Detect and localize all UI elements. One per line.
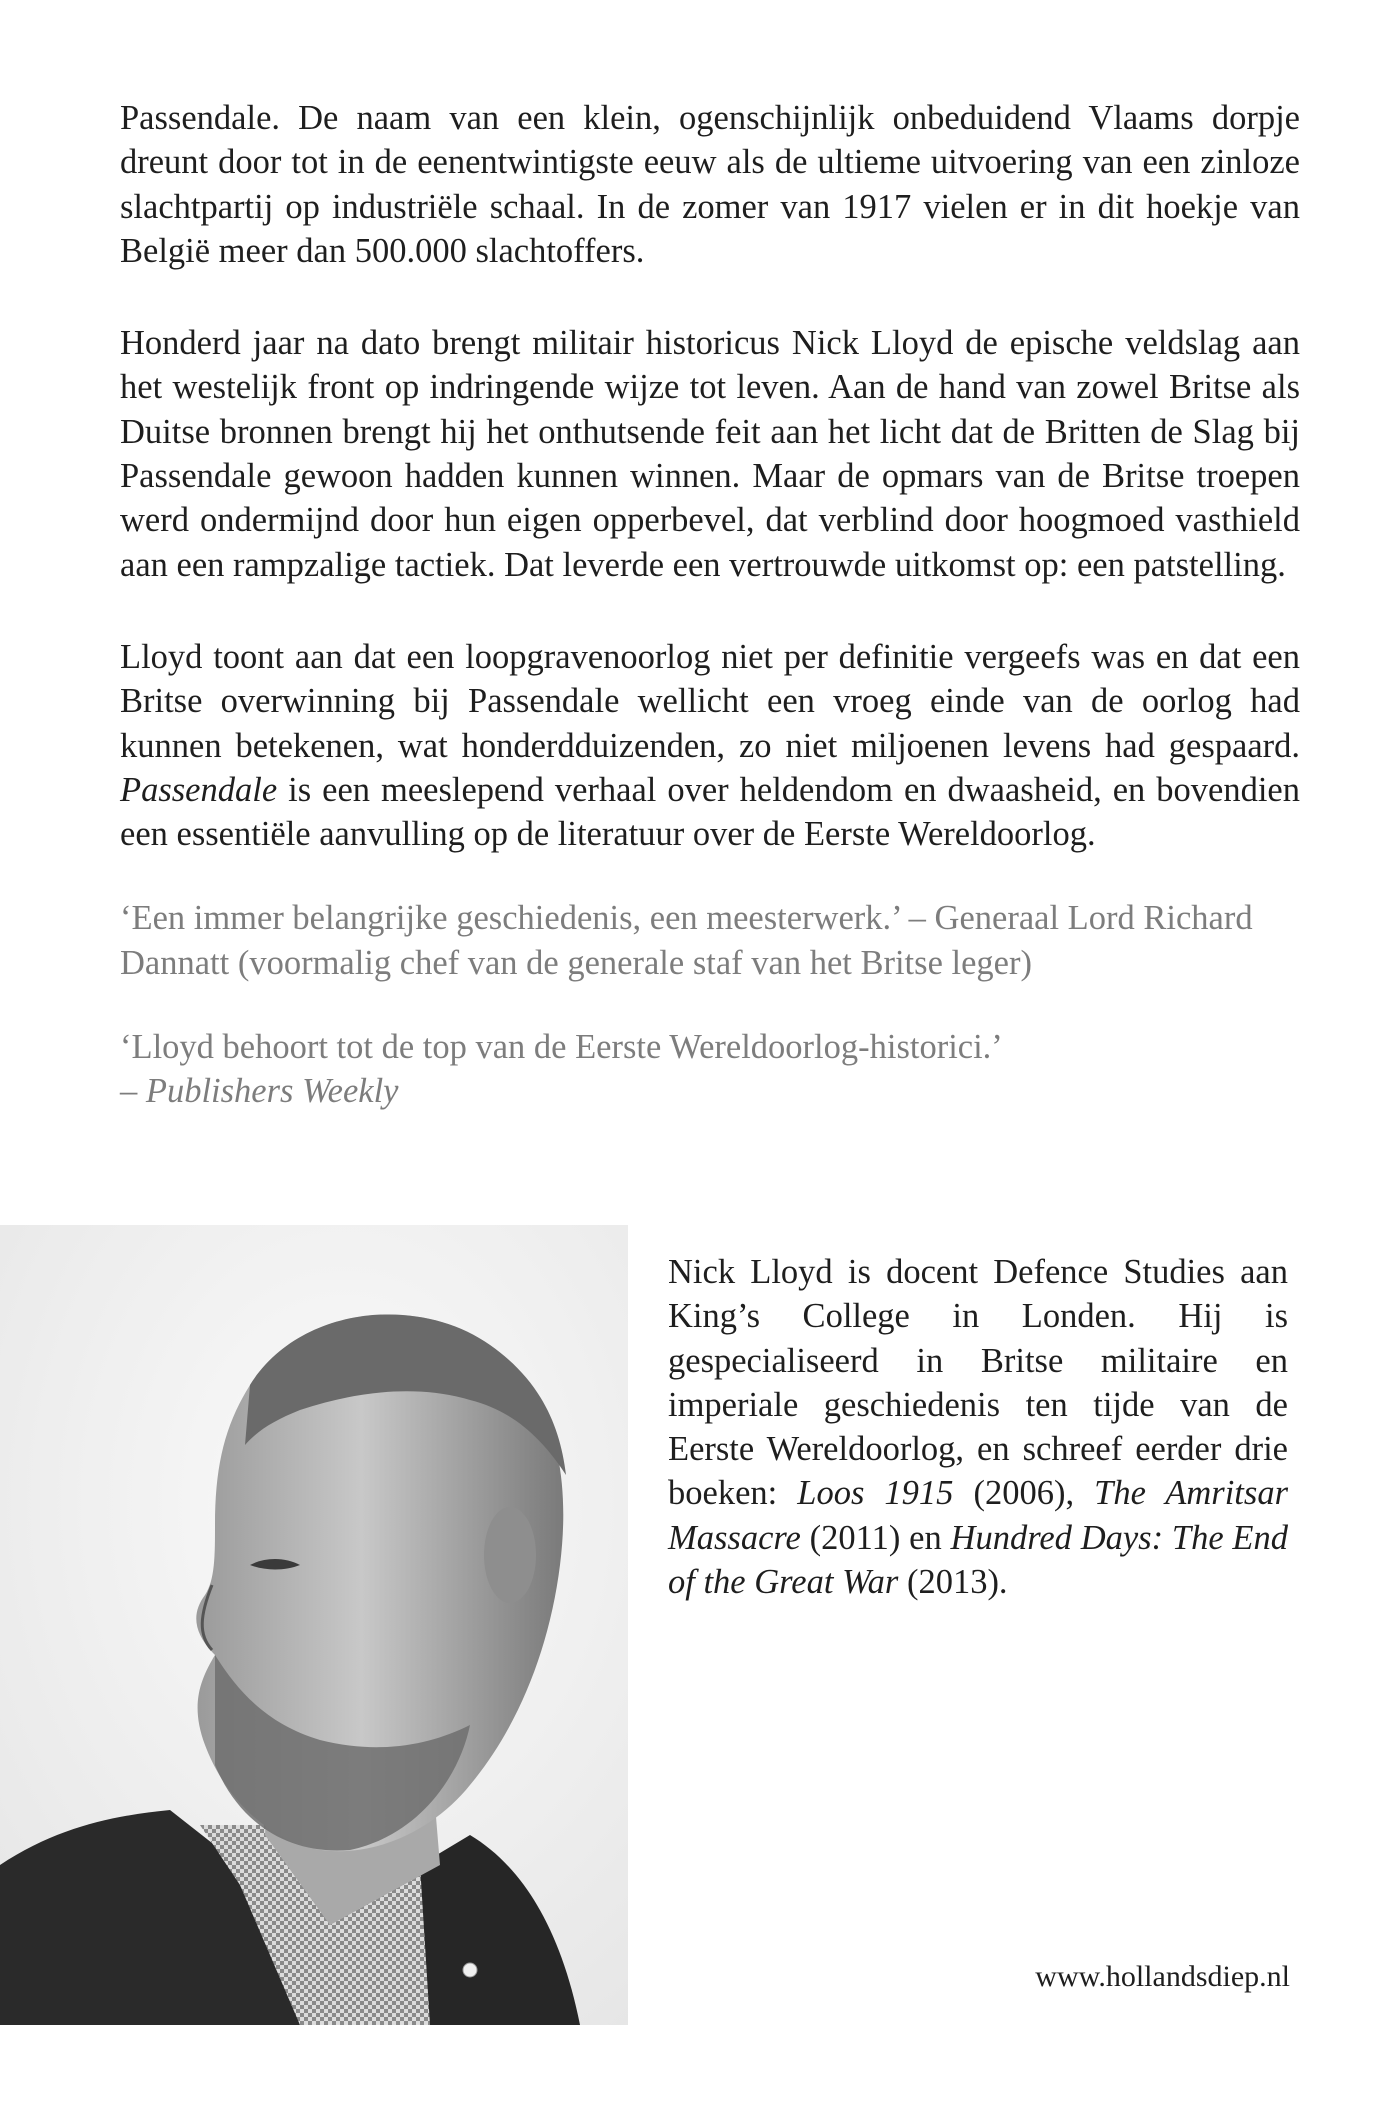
- bio-text: (2006),: [953, 1474, 1095, 1513]
- bio-text: Nick Lloyd is docent Defence Studies aan King’s College in Londen. Hij is gespecialiseerd in Britse militaire en imperiale geschiedenis ten tijde van de Eerste Wereldoorlog, en schreef eerder drie boeken:: [668, 1253, 1288, 1513]
- quote-text: ‘Lloyd behoort tot de top van de Eerste Wereldoorlog-historici.’: [120, 1028, 1003, 1067]
- book-title: The Amritsar Massacre: [668, 1474, 1288, 1557]
- review-quote-1: ‘Een immer belangrijke geschiedenis, een meesterwerk.’ – Generaal Lord Richard Dannatt (voormalig chef van de generale staf van het Britse leger): [120, 899, 1253, 982]
- book-title: Loos 1915: [797, 1474, 954, 1513]
- back-cover-text: [120, 96, 1300, 1154]
- intro-paragraph-2: Honderd jaar na dato brengt militair historicus Nick Lloyd de epische veldslag aan het westelijk front op indringende wijze tot leven. Aan de hand van zowel Britse als Duitse bronnen brengt hij het onthutsende feit aan het licht dat de Britten de Slag bij Passendale gewoon hadden kunnen winnen. Maar de opmars van de Britse troepen werd ondermijnd door hun eigen opperbevel, dat verblind door hoogmoed vasthield aan een rampzalige tactiek. Dat leverde een vertrouwde uitkomst op: een patstelling.: [120, 324, 1300, 584]
- quote-source: Publishers Weekly: [145, 1072, 399, 1111]
- book-title: Passendale: [120, 770, 278, 809]
- publisher-url: www.hollandsdiep.nl: [1035, 1960, 1290, 1993]
- review-quote-2: [120, 1025, 1300, 1114]
- author-bio-text: [668, 1250, 1288, 1604]
- author-bio: [668, 1250, 1288, 1604]
- paragraph-text: Lloyd toont aan dat een loopgravenoorlog niet per definitie vergeefs was en dat een Britse overwinning bij Passendale wellicht een vroeg einde van de oorlog had kunnen betekenen, wat honderdduizenden, zo niet miljoenen levens had gespaard.: [120, 637, 1300, 765]
- quote-dash: –: [120, 1072, 146, 1111]
- bio-text: (2011) en: [800, 1518, 951, 1557]
- bio-text: (2013).: [898, 1563, 1008, 1602]
- paragraph-text: is een meeslepend verhaal over heldendom en dwaasheid, en bovendien een essentiële aanvulling op de literatuur over de Eerste Wereldoorlog.: [120, 770, 1300, 854]
- book-title: Hundred Days: The End of the Great War: [668, 1518, 1289, 1602]
- intro-paragraph-3: [120, 635, 1300, 856]
- author-photo: [0, 1225, 628, 2025]
- intro-paragraph-1: Passendale. De naam van een klein, ogenschijnlijk onbeduidend Vlaams dorpje dreunt door tot in de eenentwintigste eeuw als de ultieme uitvoering van een zinloze slachtpartij op industriële schaal. In de zomer van 1917 vielen er in dit hoekje van België meer dan 500.000 slachtoffers.: [120, 99, 1300, 270]
